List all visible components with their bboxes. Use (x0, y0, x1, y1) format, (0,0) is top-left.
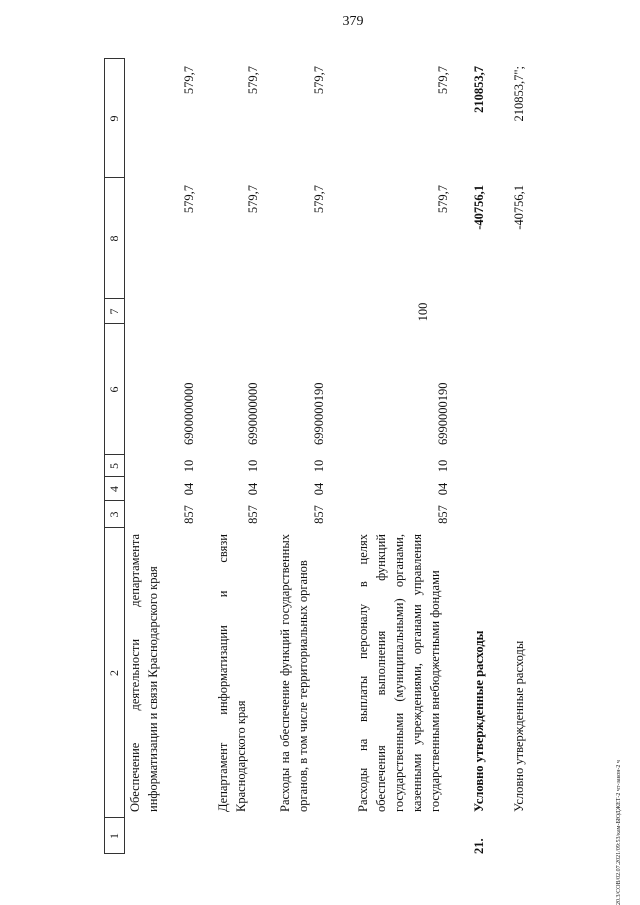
row-3-name: Расходы на обеспечение функций государственных органов, в том числе территориальных органов (278, 534, 310, 812)
table-grid (104, 58, 600, 854)
row-5-number: 21. (472, 838, 486, 854)
row-4-col-7: 100 (416, 302, 430, 322)
header-col-1: 1 (106, 833, 121, 839)
row-4-name: Расходы на выплаты персоналу в целях обеспечения выполнения функций государственными (муниципальными) органами, казенными учреждениями, органами управления государственными внебюджетными фондами (356, 534, 442, 812)
row-1-col-9: 579,7 (182, 66, 196, 95)
row-1-name: Обеспечение деятельности департамента информатизации и связи Краснодарского края (128, 534, 160, 812)
row-4-col-3: 857 (436, 505, 450, 524)
row-1-col-5: 10 (182, 459, 196, 473)
header-col-7: 7 (106, 308, 121, 315)
row-3-col-4: 04 (312, 482, 326, 496)
row-2-col-9: 579,7 (246, 66, 260, 95)
row-3-col-5: 10 (312, 459, 326, 473)
header-col-8: 8 (106, 235, 121, 242)
row-4-col-4: 04 (436, 482, 450, 496)
row-2-col-6: 6990000000 (246, 382, 260, 445)
header-col-5: 5 (106, 463, 121, 469)
row-6-col-9: 210853,7"; (512, 66, 526, 122)
row-2-col-4: 04 (246, 482, 260, 496)
row-5-col-8: -40756,1 (472, 185, 486, 230)
row-1-col-3: 857 (182, 505, 196, 524)
page-number: 379 (342, 14, 364, 29)
row-4-col-6: 6990000190 (436, 382, 450, 445)
row-3-col-6: 6990000190 (312, 382, 326, 445)
row-5-name: Условно утвержденные расходы (472, 630, 486, 812)
row-2-col-8: 579,7 (246, 185, 260, 214)
row-3-col-3: 857 (312, 505, 326, 524)
header-col-3: 3 (106, 511, 121, 518)
side-note: 20.3/СОВ/02.07.2021/09:53/кам-БЮДЖЕТ-2 чт-закон-2 ч (616, 760, 622, 905)
table-header-border (124, 58, 125, 854)
header-col-9: 9 (106, 115, 121, 122)
row-1-col-6: 6900000000 (182, 382, 196, 445)
row-6-name: Условно утвержденные расходы (512, 640, 526, 812)
row-3-col-9: 579,7 (312, 66, 326, 95)
row-3-col-8: 579,7 (312, 185, 326, 214)
row-2-col-5: 10 (246, 459, 260, 473)
row-2-name: Департамент информатизации и связи Краснодарского края (216, 534, 248, 812)
row-4-col-5: 10 (436, 459, 450, 473)
row-5-col-9: 210853,7 (472, 66, 486, 113)
budget-table (102, 50, 602, 862)
row-1-col-4: 04 (182, 482, 196, 496)
row-2-col-3: 857 (246, 505, 260, 524)
row-4-col-9: 579,7 (436, 66, 450, 95)
row-1-col-8: 579,7 (182, 185, 196, 214)
header-col-4: 4 (106, 486, 121, 492)
header-col-6: 6 (106, 386, 121, 393)
header-col-2: 2 (106, 670, 121, 676)
row-4-col-8: 579,7 (436, 185, 450, 214)
row-6-col-8: -40756,1 (512, 185, 526, 230)
